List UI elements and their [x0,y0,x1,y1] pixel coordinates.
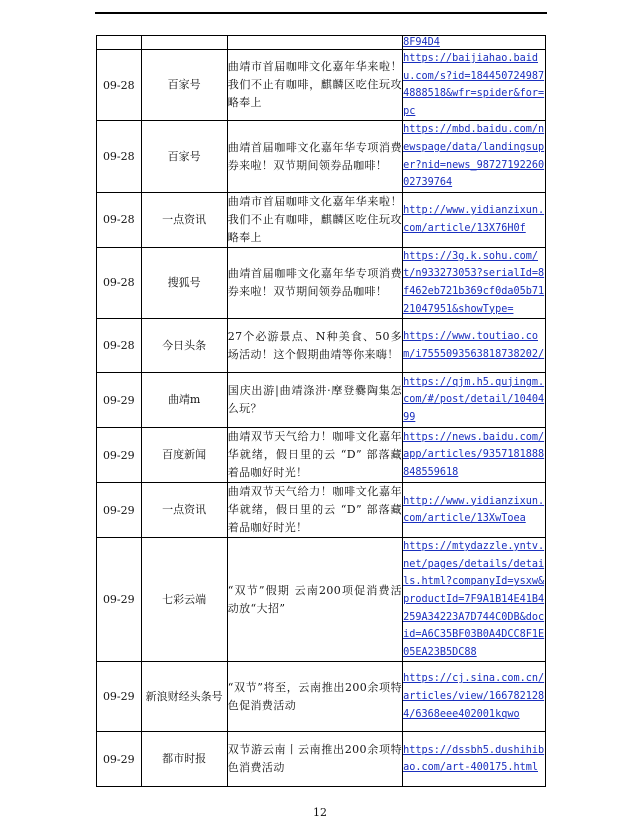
date-cell: 09-28 [97,192,142,247]
source-cell: 曲靖m [141,373,227,428]
link-cell [403,192,546,247]
title-cell: 曲靖首届咖啡文化嘉年华专项消费券来啦！双节期间领券品咖啡！ [227,247,402,318]
date-cell: 09-29 [97,732,142,787]
link-cell [403,483,546,538]
title-cell: 曲靖市首届咖啡文化嘉年华来啦！我们不止有咖啡，麒麟区吃住玩攻略奉上 [227,192,402,247]
source-cell: 百家号 [141,121,227,192]
table-row [97,732,546,787]
page-number: 12 [313,806,327,819]
date-cell: 09-28 [97,247,142,318]
link-cell [403,373,546,428]
source-cell: 都市时报 [141,732,227,787]
article-link[interactable]: https://www.toutiao.com/i7555093563818738202/ [403,331,545,360]
title-cell: 27个必游景点、N种美食、50多场活动！这个假期曲靖等你来嗨！ [227,319,402,373]
article-link[interactable]: https://mbd.baidu.com/newspage/data/landingsuper?nid=news_9872719226002739764 [403,124,545,189]
source-cell: 百家号 [141,50,227,121]
article-link[interactable]: http://www.yidianzixun.com/article/13X76H0f [403,205,545,234]
date-cell [97,36,142,50]
table-row [97,428,546,483]
title-cell: 曲靖双节天气给力！咖啡文化嘉年华就绪，假日里的云 “D” 部落藏着品咖好时光！ [227,483,402,538]
table-row [97,36,546,50]
title-cell: 曲靖首届咖啡文化嘉年华专项消费券来啦！双节期间领券品咖啡！ [227,121,402,192]
date-cell: 09-28 [97,319,142,373]
link-cell [403,538,546,662]
article-link[interactable]: https://3g.k.sohu.com/t/n933273053?serialId=8f462eb721b369cf0da05b7121047951&showType= [403,250,545,315]
date-cell: 09-29 [97,538,142,662]
source-cell [141,36,227,50]
date-cell: 09-29 [97,483,142,538]
table-row [97,662,546,732]
source-cell: 新浪财经头条号 [141,662,227,732]
table-row [97,50,546,121]
link-cell [403,121,546,192]
link-cell [403,36,546,50]
table-row [97,373,546,428]
date-cell: 09-29 [97,662,142,732]
source-cell: 一点资讯 [141,483,227,538]
link-cell [403,247,546,318]
article-link[interactable]: https://news.baidu.com/app/articles/9357181888848559618 [403,431,545,478]
title-cell: 国庆出游|曲靖涤汫·摩登爨陶集怎么玩？ [227,373,402,428]
link-cell [403,319,546,373]
article-link[interactable]: https://baijiahao.baidu.com/s?id=1844507249874888518&wfr=spider&for=pc [403,53,545,117]
link-cell [403,732,546,787]
header-rule [95,12,547,14]
article-link[interactable]: https://cj.sina.com.cn/articles/view/1667821284/6368eee402001kqwo [403,673,545,720]
title-cell: “双节”假期 云南200项促消费活动放“大招” [227,538,402,662]
date-cell: 09-28 [97,121,142,192]
title-cell [227,36,402,50]
article-link[interactable]: https://qjm.h5.qujingm.com/#/post/detail/1040499 [403,376,545,423]
source-cell: 今日头条 [141,319,227,373]
table-row [97,247,546,318]
source-cell: 搜狐号 [141,247,227,318]
title-cell: “双节”将至，云南推出200余项特色促消费活动 [227,662,402,732]
table-row [97,192,546,247]
media-coverage-table [96,35,546,787]
date-cell: 09-29 [97,428,142,483]
date-cell: 09-29 [97,373,142,428]
title-cell: 曲靖双节天气给力！咖啡文化嘉年华就绪，假日里的云 “D” 部落藏着品咖好时光！ [227,428,402,483]
link-cell [403,662,546,732]
source-cell: 一点资讯 [141,192,227,247]
article-link[interactable]: 8F94D4 [403,37,440,48]
article-link[interactable]: http://www.yidianzixun.com/article/13XwToea [403,495,545,525]
table-row [97,121,546,192]
source-cell: 百度新闻 [141,428,227,483]
table-row [97,483,546,538]
table-row [97,319,546,373]
title-cell: 双节游云南丨云南推出200余项特色消费活动 [227,732,402,787]
source-cell: 七彩云端 [141,538,227,662]
date-cell: 09-28 [97,50,142,121]
table-row [97,538,546,662]
article-link[interactable]: https://mtydazzle.yntv.net/pages/details/details.html?companyId=ysxw&productId=7F9A1B14E41B4259A34223A7D744C0DB&docid=A6C35BF03B0A4DCC8F1E05EA23B5DC88 [403,541,545,658]
article-link[interactable]: https://dssbh5.dushihibao.com/art-400175.html [403,744,545,774]
link-cell [403,50,546,121]
link-cell [403,428,546,483]
title-cell: 曲靖市首届咖啡文化嘉年华来啦！我们不止有咖啡，麒麟区吃住玩攻略奉上 [227,50,402,121]
